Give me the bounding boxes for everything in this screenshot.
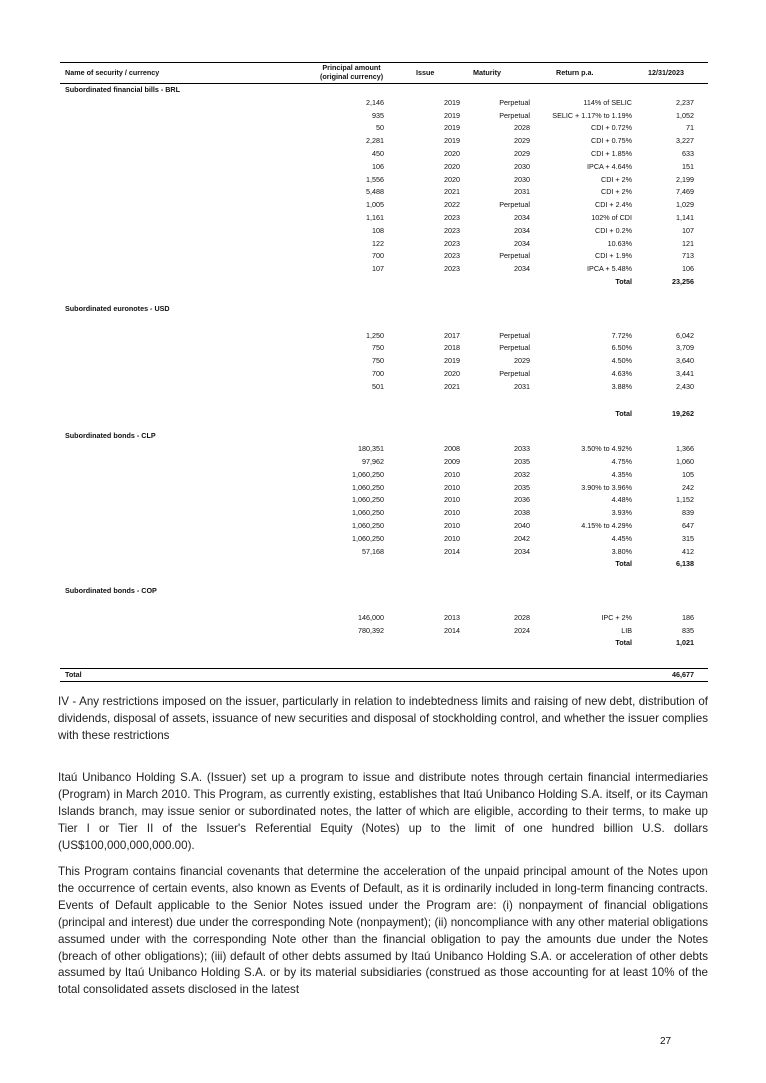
cell-principal: 180,351	[358, 444, 384, 454]
cell-maturity: 2030	[514, 174, 530, 184]
paragraph-restrictions: IV - Any restrictions imposed on the issuer, particularly in relation to indebtedness limits and raising of new debt, distribution of dividends, disposal of assets, issuance of new securities and disposal of stockholding control, and whether the issuer complies with these restrictions	[58, 695, 708, 742]
cell-maturity: Perpetual	[499, 200, 530, 210]
cell-issue: 2021	[444, 381, 460, 391]
table-row	[60, 212, 708, 225]
table-row	[60, 186, 708, 199]
cell-balance: 1,152	[676, 495, 694, 505]
cell-issue: 2013	[444, 612, 460, 622]
section-title	[60, 303, 708, 316]
cell-return: 3.50% to 4.92%	[581, 444, 632, 454]
table-row	[60, 135, 708, 148]
cell-maturity: 2024	[514, 625, 530, 635]
cell-issue: 2010	[444, 469, 460, 479]
cell-balance: 2,237	[676, 97, 694, 107]
cell-return: 6.50%	[611, 343, 632, 353]
cell-maturity: 2033	[514, 444, 530, 454]
grand-total-label: Total	[65, 670, 82, 679]
table-row	[60, 443, 708, 456]
cell-balance: 839	[682, 508, 694, 518]
cell-principal: 1,060,250	[352, 495, 384, 505]
header-return: Return p.a.	[556, 68, 594, 77]
cell-return: CDI + 1.9%	[595, 251, 632, 261]
cell-return: CDI + 2.4%	[595, 200, 632, 210]
cell-issue: 2017	[444, 330, 460, 340]
cell-balance: 151	[682, 161, 694, 171]
cell-maturity: 2032	[514, 469, 530, 479]
cell-maturity: Perpetual	[499, 368, 530, 378]
cell-return: 4.48%	[611, 495, 632, 505]
cell-balance: 71	[686, 123, 694, 133]
spacer	[60, 289, 708, 303]
cell-return: SELIC + 1.17% to 1.19%	[552, 110, 632, 120]
table-row	[60, 161, 708, 174]
header-principal-line2: (original currency)	[320, 72, 384, 81]
section-total-label: Total	[615, 276, 632, 286]
cell-return: 4.45%	[611, 533, 632, 543]
table-row	[60, 199, 708, 212]
cell-issue: 2021	[444, 187, 460, 197]
cell-maturity: 2031	[514, 381, 530, 391]
spacer	[60, 571, 708, 585]
cell-return: 7.72%	[611, 330, 632, 340]
cell-principal: 780,392	[358, 625, 384, 635]
table-header	[60, 62, 708, 84]
cell-issue: 2018	[444, 343, 460, 353]
cell-issue: 2022	[444, 200, 460, 210]
cell-maturity: 2036	[514, 495, 530, 505]
cell-return: LIB	[621, 625, 632, 635]
cell-principal: 1,250	[366, 330, 384, 340]
grand-total-row	[60, 668, 708, 682]
cell-principal: 1,161	[366, 212, 384, 222]
cell-maturity: Perpetual	[499, 330, 530, 340]
cell-return: 10.63%	[607, 238, 632, 248]
cell-balance: 107	[682, 225, 694, 235]
cell-return: CDI + 0.72%	[591, 123, 632, 133]
cell-issue: 2023	[444, 264, 460, 274]
cell-return: 4.63%	[611, 368, 632, 378]
cell-return: 114% of SELIC	[583, 97, 632, 107]
table-row	[60, 330, 708, 343]
cell-principal: 935	[372, 110, 384, 120]
cell-balance: 713	[682, 251, 694, 261]
page-number: 27	[660, 1036, 672, 1047]
cell-principal: 106	[372, 161, 384, 171]
cell-balance: 835	[682, 625, 694, 635]
cell-balance: 412	[682, 546, 694, 556]
cell-principal: 1,060,250	[352, 469, 384, 479]
cell-issue: 2023	[444, 225, 460, 235]
cell-issue: 2010	[444, 520, 460, 530]
cell-balance: 106	[682, 264, 694, 274]
table-row	[60, 546, 708, 559]
table-row	[60, 368, 708, 381]
cell-balance: 2,199	[676, 174, 694, 184]
section-total-value: 6,138	[676, 559, 694, 569]
section-title	[60, 585, 708, 598]
cell-maturity: 2029	[514, 136, 530, 146]
cell-maturity: Perpetual	[499, 97, 530, 107]
cell-balance: 242	[682, 482, 694, 492]
cell-maturity: 2034	[514, 225, 530, 235]
cell-maturity: 2035	[514, 482, 530, 492]
table-row	[60, 355, 708, 368]
section-total-label: Total	[615, 559, 632, 569]
cell-issue: 2010	[444, 508, 460, 518]
cell-balance: 1,141	[676, 212, 694, 222]
cell-maturity: 2034	[514, 238, 530, 248]
cell-principal: 1,556	[366, 174, 384, 184]
spacer	[60, 420, 708, 430]
cell-maturity: Perpetual	[499, 251, 530, 261]
cell-principal: 750	[372, 343, 384, 353]
cell-balance: 105	[682, 469, 694, 479]
section-total-label: Total	[615, 638, 632, 648]
section-total-row	[60, 408, 708, 421]
cell-maturity: 2028	[514, 612, 530, 622]
cell-return: 3.90% to 3.96%	[581, 482, 632, 492]
cell-principal: 57,168	[362, 546, 384, 556]
section-total-row	[60, 558, 708, 571]
table-row	[60, 148, 708, 161]
cell-issue: 2020	[444, 148, 460, 158]
table-row	[60, 625, 708, 638]
cell-principal: 750	[372, 356, 384, 366]
cell-issue: 2023	[444, 212, 460, 222]
grand-total-value: 46,677	[672, 670, 694, 679]
cell-balance: 1,366	[676, 444, 694, 454]
cell-return: IPCA + 5.48%	[587, 264, 632, 274]
spacer	[60, 394, 708, 408]
cell-principal: 146,000	[358, 612, 384, 622]
cell-issue: 2010	[444, 482, 460, 492]
spacer	[60, 598, 708, 612]
cell-principal: 1,060,250	[352, 508, 384, 518]
cell-return: CDI + 0.75%	[591, 136, 632, 146]
cell-maturity: 2034	[514, 212, 530, 222]
cell-principal: 2,146	[366, 97, 384, 107]
cell-return: CDI + 2%	[601, 187, 632, 197]
cell-maturity: 2042	[514, 533, 530, 543]
table-row	[60, 263, 708, 276]
debt-table	[60, 62, 708, 650]
cell-principal: 1,060,250	[352, 520, 384, 530]
cell-principal: 97,962	[362, 456, 384, 466]
section-title-text: Subordinated euronotes - USD	[65, 303, 170, 313]
table-row	[60, 482, 708, 495]
cell-balance: 1,029	[676, 200, 694, 210]
cell-balance: 647	[682, 520, 694, 530]
cell-return: CDI + 2%	[601, 174, 632, 184]
cell-issue: 2020	[444, 368, 460, 378]
cell-maturity: 2028	[514, 123, 530, 133]
header-principal-line1: Principal amount	[322, 63, 381, 72]
cell-maturity: 2038	[514, 508, 530, 518]
cell-issue: 2020	[444, 161, 460, 171]
section-title-text: Subordinated bonds - CLP	[65, 431, 156, 441]
cell-maturity: 2030	[514, 161, 530, 171]
cell-principal: 1,005	[366, 200, 384, 210]
table-row	[60, 612, 708, 625]
header-principal	[320, 63, 383, 81]
cell-maturity: 2040	[514, 520, 530, 530]
table-body	[60, 84, 708, 650]
cell-issue: 2019	[444, 356, 460, 366]
cell-issue: 2014	[444, 546, 460, 556]
cell-balance: 3,441	[676, 368, 694, 378]
cell-issue: 2019	[444, 110, 460, 120]
section-total-value: 19,262	[672, 408, 694, 418]
cell-maturity: 2029	[514, 148, 530, 158]
table-row	[60, 507, 708, 520]
cell-maturity: 2035	[514, 456, 530, 466]
table-row	[60, 238, 708, 251]
paragraph-program: Itaú Unibanco Holding S.A. (Issuer) set up a program to issue and distribute notes through certain financial intermediaries (Program) in March 2010. This Program, as currently existing, establishes that Itaú Unibanco Holding S.A. itself, or its Cayman Islands branch, may issue senior or subordinated notes, the latter of which are eligible, according to their terms, to make up Tier I or Tier II of the Issuer's Referential Equity (Notes) up to the limit of one hundred billion U.S. dollars (US$100,000,000,000.00).	[58, 771, 708, 852]
header-name: Name of security / currency	[65, 68, 160, 77]
cell-balance: 121	[682, 238, 694, 248]
cell-issue: 2023	[444, 238, 460, 248]
cell-principal: 122	[372, 238, 384, 248]
section-total-row	[60, 637, 708, 650]
cell-issue: 2009	[444, 456, 460, 466]
paragraph-covenants: This Program contains financial covenants that determine the acceleration of the unpaid principal amount of the Notes upon the occurrence of certain events, also known as Events of Default, as it is ordinarily included in long-term financing contracts. Events of Default applicable to the Senior Notes issued under the Program are: (i) nonpayment of financial obligations (principal and interest) due under the corresponding Note (nonpayment); (ii) noncompliance with any other material obligations assumed under with the corresponding Note other than the financial obligation to pay the amounts due under the Notes (breach of other obligations); (iii) default of other debts assumed by Itaú Unibanco Holding S.A. or acceleration of other debts assumed by Itaú Unibanco Holding S.A. or by its material subsidiaries (construed as those accounting for at least 10% of the total consolidated assets disclosed in the latest	[58, 865, 708, 997]
cell-principal: 700	[372, 251, 384, 261]
cell-maturity: 2029	[514, 356, 530, 366]
cell-balance: 315	[682, 533, 694, 543]
cell-balance: 1,052	[676, 110, 694, 120]
cell-maturity: Perpetual	[499, 343, 530, 353]
cell-maturity: Perpetual	[499, 110, 530, 120]
cell-return: CDI + 1.85%	[591, 148, 632, 158]
table-row	[60, 342, 708, 355]
cell-return: 3.93%	[611, 508, 632, 518]
cell-principal: 50	[376, 123, 384, 133]
table-row	[60, 225, 708, 238]
cell-return: 3.80%	[611, 546, 632, 556]
cell-principal: 700	[372, 368, 384, 378]
section-title	[60, 430, 708, 443]
cell-issue: 2010	[444, 533, 460, 543]
cell-return: 102% of CDI	[591, 212, 632, 222]
section-title-text: Subordinated bonds - COP	[65, 586, 157, 596]
table-row	[60, 469, 708, 482]
section-total-row	[60, 276, 708, 289]
cell-issue: 2020	[444, 174, 460, 184]
section-total-value: 23,256	[672, 276, 694, 286]
cell-principal: 450	[372, 148, 384, 158]
cell-issue: 2023	[444, 251, 460, 261]
cell-balance: 3,227	[676, 136, 694, 146]
section-title	[60, 84, 708, 97]
table-row	[60, 122, 708, 135]
cell-maturity: 2034	[514, 264, 530, 274]
cell-return: IPCA + 4.64%	[587, 161, 632, 171]
cell-return: IPC + 2%	[601, 612, 632, 622]
cell-balance: 1,060	[676, 456, 694, 466]
table-row	[60, 174, 708, 187]
spacer	[60, 316, 708, 330]
cell-issue: 2014	[444, 625, 460, 635]
cell-return: 3.88%	[611, 381, 632, 391]
cell-principal: 2,281	[366, 136, 384, 146]
cell-principal: 1,060,250	[352, 482, 384, 492]
cell-issue: 2010	[444, 495, 460, 505]
table-row	[60, 456, 708, 469]
section-total-label: Total	[615, 408, 632, 418]
table-row	[60, 97, 708, 110]
cell-issue: 2019	[444, 97, 460, 107]
cell-return: 4.15% to 4.29%	[581, 520, 632, 530]
table-row	[60, 533, 708, 546]
table-row	[60, 494, 708, 507]
cell-maturity: 2031	[514, 187, 530, 197]
cell-maturity: 2034	[514, 546, 530, 556]
header-date: 12/31/2023	[648, 68, 684, 77]
cell-balance: 633	[682, 148, 694, 158]
cell-issue: 2008	[444, 444, 460, 454]
table-row	[60, 381, 708, 394]
cell-balance: 6,042	[676, 330, 694, 340]
header-maturity: Maturity	[473, 68, 501, 77]
table-row	[60, 520, 708, 533]
cell-balance: 7,469	[676, 187, 694, 197]
cell-issue: 2019	[444, 136, 460, 146]
cell-return: 4.35%	[611, 469, 632, 479]
cell-balance: 186	[682, 612, 694, 622]
cell-return: 4.75%	[611, 456, 632, 466]
cell-return: 4.50%	[611, 356, 632, 366]
section-title-text: Subordinated financial bills - BRL	[65, 85, 181, 94]
cell-issue: 2019	[444, 123, 460, 133]
table-row	[60, 250, 708, 263]
cell-principal: 108	[372, 225, 384, 235]
cell-balance: 2,430	[676, 381, 694, 391]
cell-principal: 501	[372, 381, 384, 391]
cell-balance: 3,709	[676, 343, 694, 353]
section-total-value: 1,021	[676, 638, 694, 648]
table-row	[60, 110, 708, 123]
cell-principal: 107	[372, 264, 384, 274]
cell-principal: 5,488	[366, 187, 384, 197]
cell-return: CDI + 0.2%	[595, 225, 632, 235]
cell-principal: 1,060,250	[352, 533, 384, 543]
header-issue: Issue	[416, 68, 435, 77]
cell-balance: 3,640	[676, 356, 694, 366]
